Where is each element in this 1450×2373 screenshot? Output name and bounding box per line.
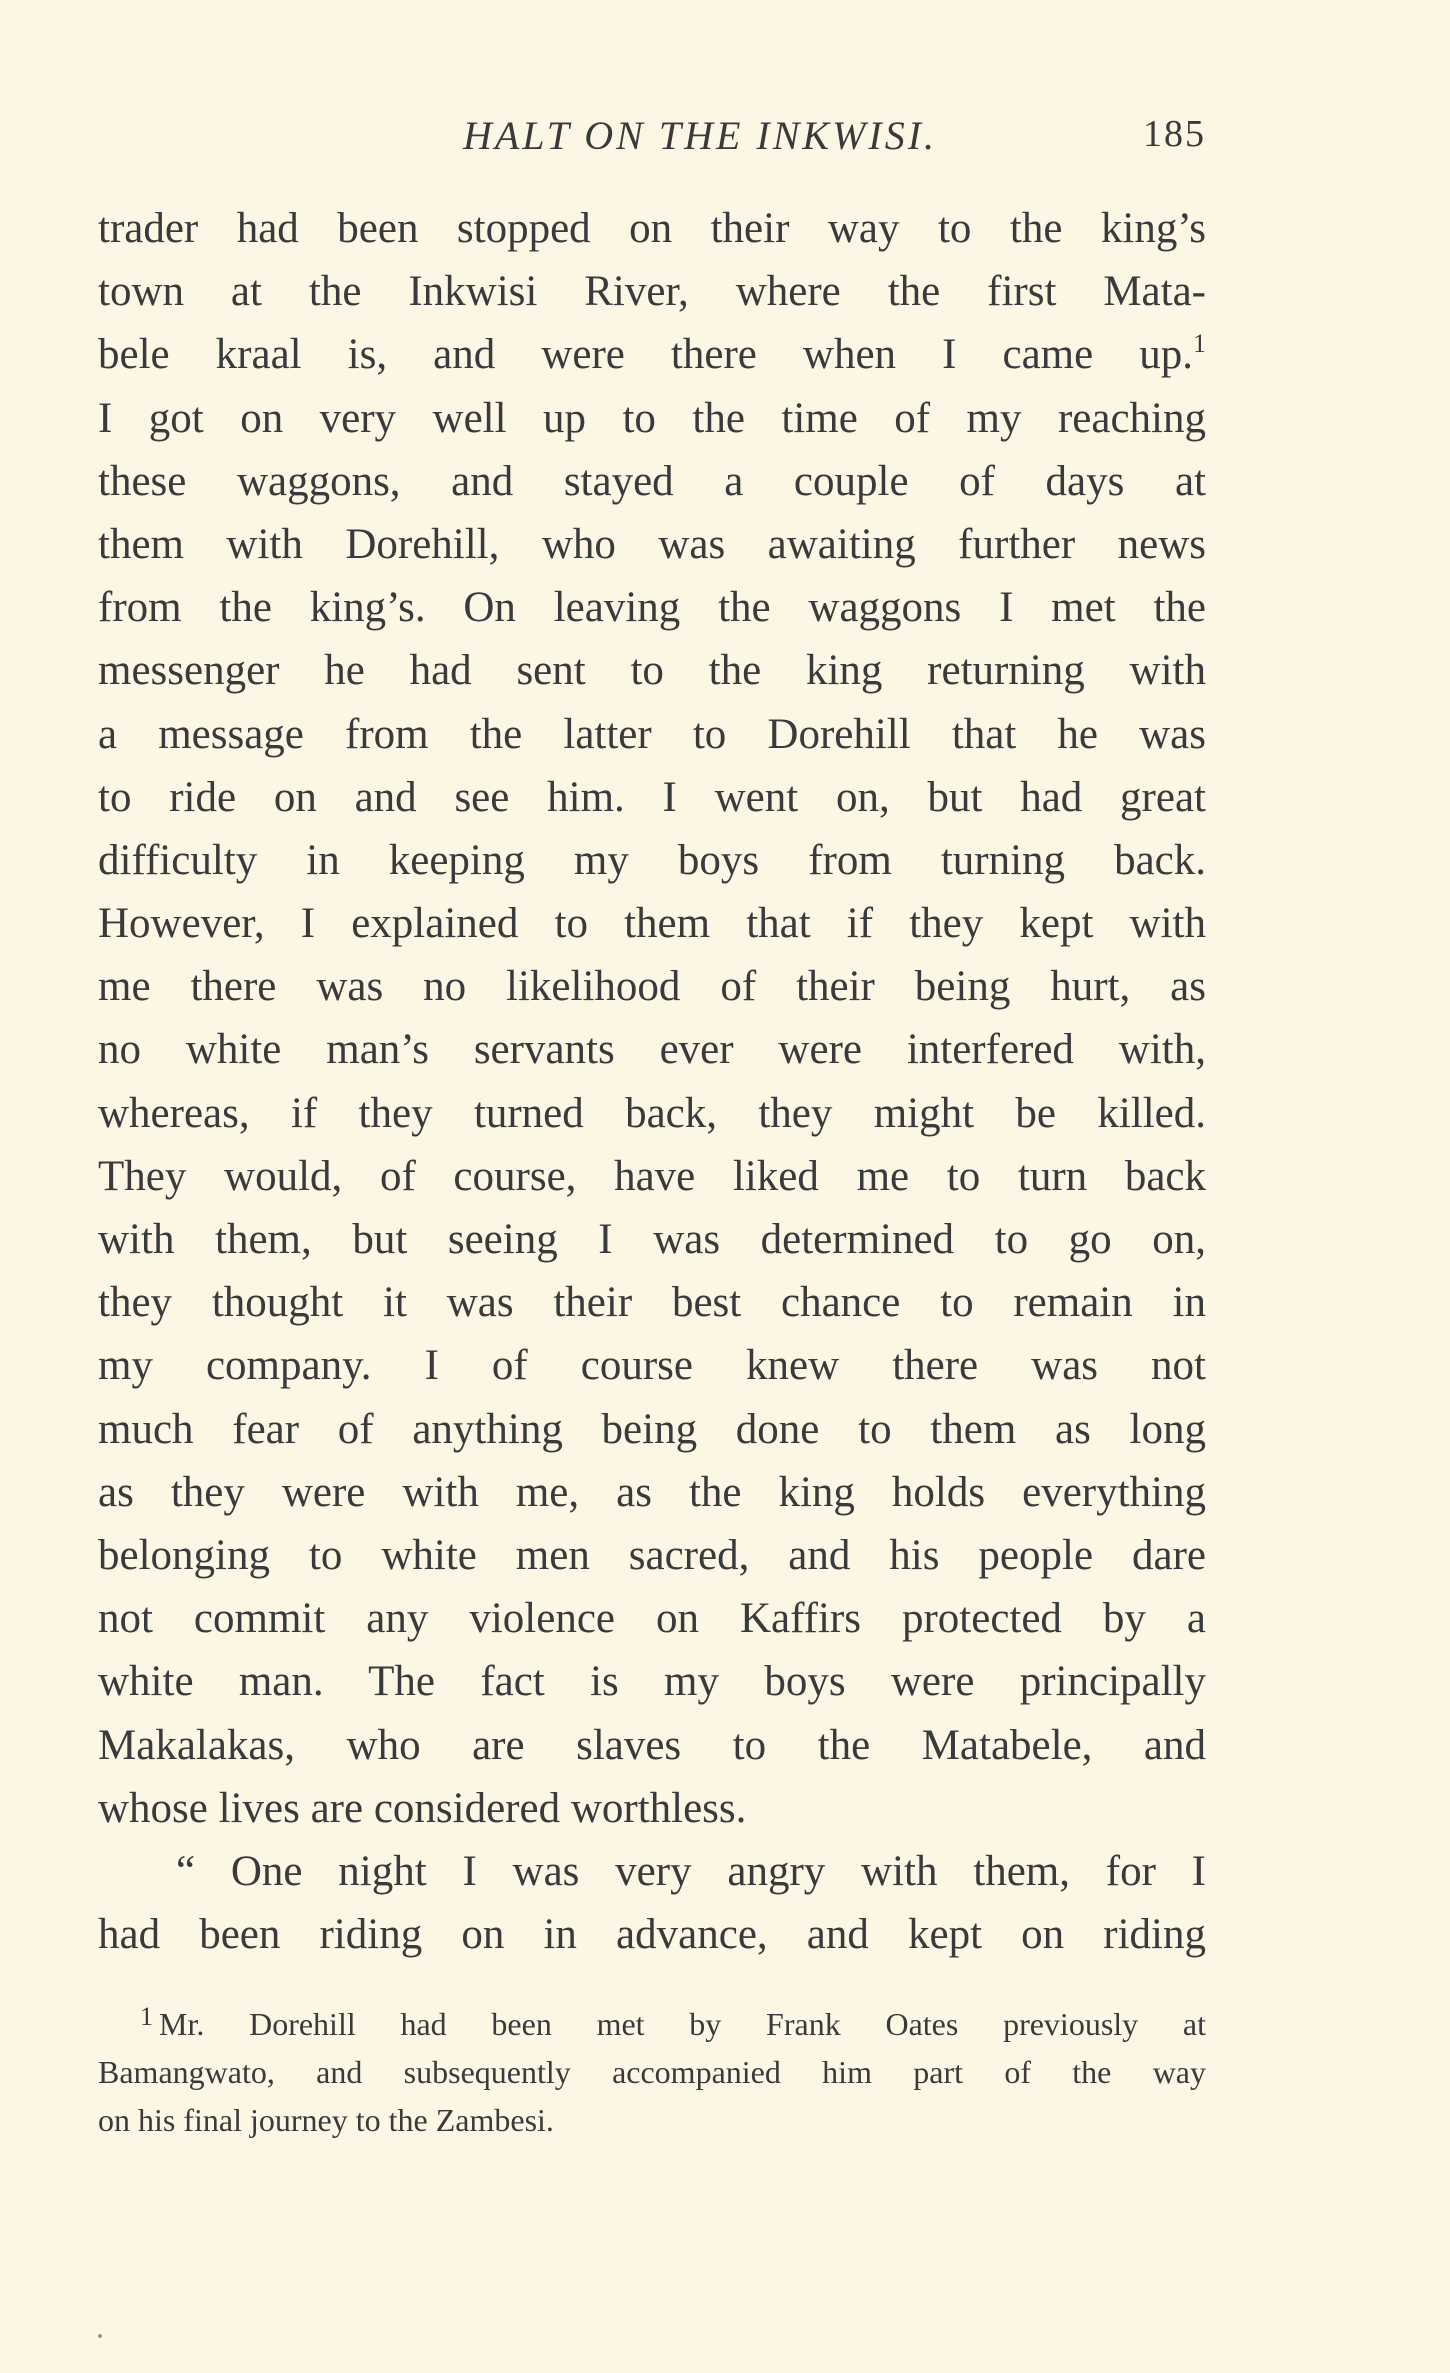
text-line: messenger he had sent to the king returning with [98,647,1206,695]
footnote-line: Bamangwato, and subsequently accompanied him part of the way [98,2054,1206,2090]
text-line: them with Dorehill, who was awaiting further news [98,520,1206,568]
text-line: difficulty in keeping my boys from turning back. [98,836,1206,884]
text-line: Makalakas, who are slaves to the Matabele, and [98,1721,1206,1769]
paper-speck [98,2334,102,2338]
text-line: town at the Inkwisi River, where the first Mata- [98,268,1206,316]
text-line: from the king’s. On leaving the waggons I met the [98,584,1206,632]
paragraph-first-line: “ One night I was very angry with them, for I [176,1847,1206,1895]
body-text [98,197,1206,1966]
footnote-text: Mr. Dorehill had been met by Frank Oates previously at [159,2006,1206,2042]
footnote [98,2000,1206,2144]
footnote-line [98,2000,1206,2048]
text-line [98,323,1206,386]
footnote-reference: 1 [1193,329,1206,359]
text-line: to ride on and see him. I went on, but had great [98,773,1206,821]
text-line: trader had been stopped on their way to the king’s [98,205,1206,252]
footnote-marker: 1 [140,2002,153,2031]
text-line: they thought it was their best chance to remain in [98,1279,1206,1327]
text-line-content: bele kraal is, and were there when I came up. [98,331,1193,379]
page-number: 185 [1143,113,1206,155]
text-line: with them, but seeing I was determined to go on, [98,1216,1206,1263]
text-line: me there was no likelihood of their being hurt, as [98,963,1206,1011]
text-line: a message from the latter to Dorehill that he was [98,710,1206,758]
text-line: much fear of anything being done to them as long [98,1405,1206,1453]
text-line: However, I explained to them that if they kept with [98,900,1206,948]
footnote-line: on his final journey to the Zambesi. [98,2102,554,2138]
paragraph-last-line: whose lives are considered worthless. [98,1784,747,1832]
text-line: I got on very well up to the time of my reaching [98,394,1206,442]
text-line: as they were with me, as the king holds everything [98,1468,1206,1516]
text-line: my company. I of course knew there was not [98,1342,1206,1390]
text-line: They would, of course, have liked me to turn back [98,1152,1206,1200]
text-line: whereas, if they turned back, they might be killed. [98,1089,1206,1137]
text-line: had been riding on in advance, and kept on riding [98,1911,1206,1959]
running-head [98,112,1206,172]
running-title: HALT ON THE INKWISI. [462,113,938,158]
text-line: not commit any violence on Kaffirs protected by a [98,1595,1206,1643]
text-line: white man. The fact is my boys were principally [98,1658,1206,1706]
text-line: belonging to white men sacred, and his people dare [98,1531,1206,1579]
text-line: no white man’s servants ever were interfered with, [98,1026,1206,1074]
text-line: these waggons, and stayed a couple of days at [98,457,1206,505]
